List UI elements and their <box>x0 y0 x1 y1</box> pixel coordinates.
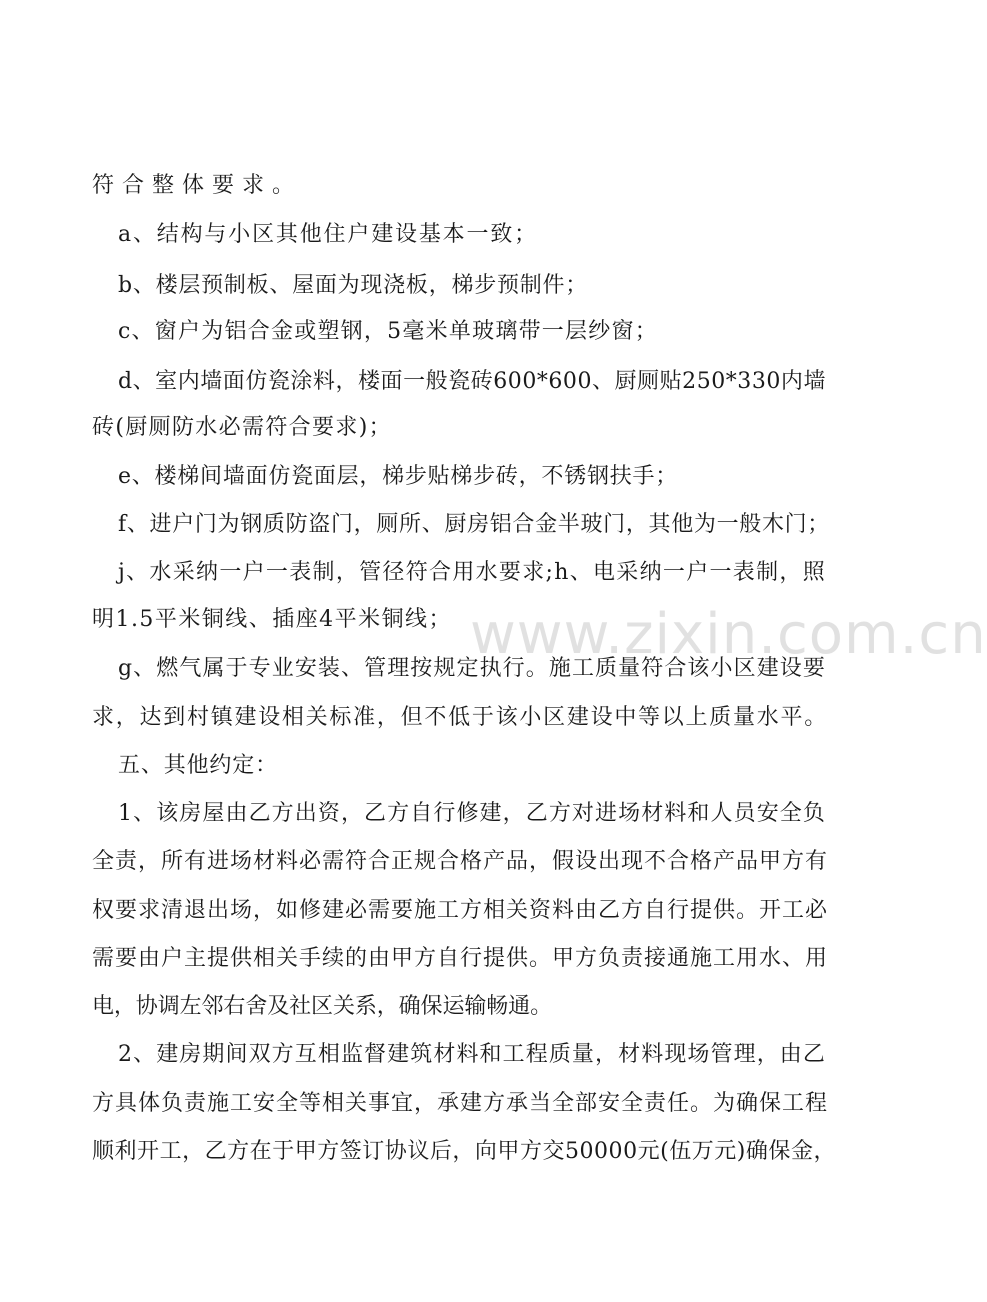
text-line-14: 1、该房屋由乙方出资，乙方自行修建，乙方对进场材料和人员安全负 <box>118 801 826 826</box>
text-line-9: j、水采纳一户一表制，管径符合用水要求;h、电采纳一户一表制，照 <box>118 560 826 585</box>
text-line-20: 方具体负责施工安全等相关事宜，承建方承当全部安全责任。为确保工程 <box>92 1091 828 1116</box>
text-line-7: e、楼梯间墙面仿瓷面层，梯步贴梯步砖，不锈钢扶手； <box>118 464 678 489</box>
text-line-12: 求，达到村镇建设相关标准，但不低于该小区建设中等以上质量水平。 <box>92 705 828 730</box>
text-line-16: 权要求清退出场，如修建必需要施工方相关资料由乙方自行提供。开工必 <box>92 898 828 923</box>
text-line-15: 全责，所有进场材料必需符合正规合格产品，假设出现不合格产品甲方有 <box>92 849 828 874</box>
text-line-2: a、结构与小区其他住户建设基本一致； <box>118 222 538 247</box>
text-line-8: f、进户门为钢质防盗门，厕所、厨房铝合金半玻门，其他为一般木门； <box>118 512 830 537</box>
text-line-19: 2、建房期间双方互相监督建筑材料和工程质量，材料现场管理，由乙 <box>118 1042 826 1067</box>
text-line-10: 明1.5平米铜线、插座4平米铜线； <box>92 607 452 632</box>
text-line-3: b、楼层预制板、屋面为现浇板，梯步预制件； <box>118 273 588 298</box>
text-line-18: 电，协调左邻右舍及社区关系，确保运输畅通。 <box>92 994 552 1019</box>
text-line-21: 顺利开工，乙方在于甲方签订协议后，向甲方交50000元(伍万元)确保金， <box>92 1139 836 1164</box>
text-line-17: 需要由户主提供相关手续的由甲方自行提供。甲方负责接通施工用水、用 <box>92 946 828 971</box>
watermark: www.zixin.com.cn <box>470 602 987 667</box>
text-line-6: 砖(厨厕防水必需符合要求)； <box>92 415 392 440</box>
text-line-4: c、窗户为铝合金或塑钢，5毫米单玻璃带一层纱窗； <box>118 319 658 344</box>
text-line-11: g、燃气属于专业安装、管理按规定执行。施工质量符合该小区建设要 <box>118 656 826 681</box>
text-line-13: 五、其他约定： <box>118 753 278 778</box>
text-line-1: 符合整体要求。 <box>92 173 303 198</box>
text-line-5: d、室内墙面仿瓷涂料，楼面一般瓷砖600*600、厨厕贴250*330内墙 <box>118 369 826 394</box>
